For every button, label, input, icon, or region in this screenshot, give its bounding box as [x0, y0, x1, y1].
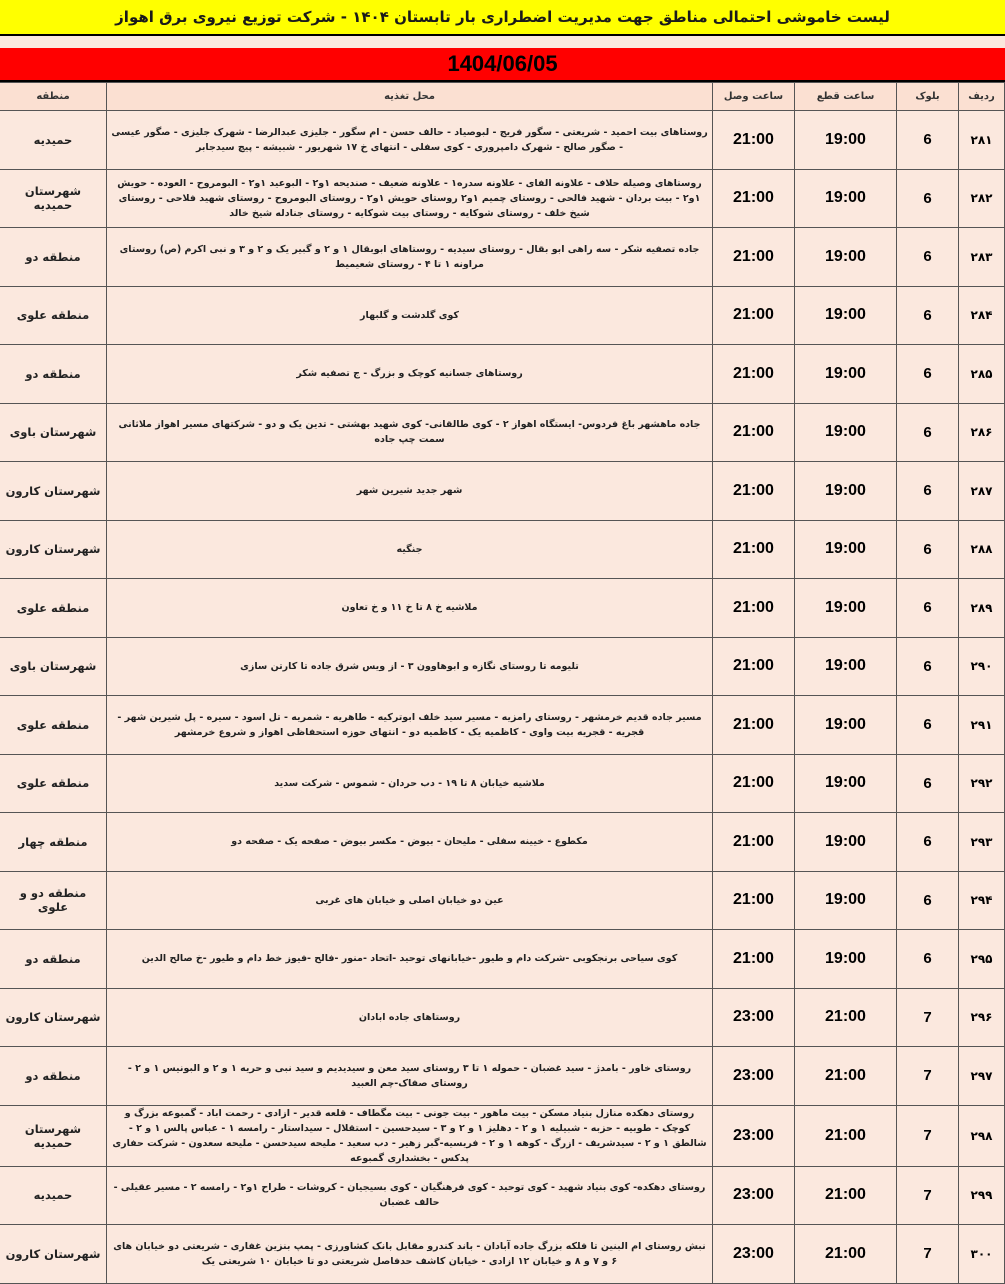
header-block: بلوک [897, 83, 959, 111]
cut-time: 19:00 [795, 871, 897, 930]
region: حمیدیه [0, 111, 107, 170]
region: منطقه چهار [0, 813, 107, 872]
table-row [0, 930, 1005, 989]
table-row [0, 462, 1005, 521]
feed-location: ملاشیه خیابان ۸ تا ۱۹ - دب حردان - شموس - شرکت سدید [107, 754, 713, 813]
region: حمیدیه [0, 1166, 107, 1225]
block-number: 6 [897, 169, 959, 228]
table-row [0, 228, 1005, 287]
block-number: 7 [897, 988, 959, 1047]
feed-location: روستای دهکده- کوی بنیاد شهید - کوی توحید - کوی فرهنگیان - کوی بسیجیان - کروشات - طراح ۱و۲ - رامسه ۲ - مسیر عقیلی - حالف غضبان [107, 1166, 713, 1225]
feed-location: جنگیه [107, 520, 713, 579]
row-number: ۲۸۳ [959, 228, 1005, 287]
connect-time: 21:00 [713, 871, 795, 930]
block-number: 6 [897, 930, 959, 989]
table-row [0, 1225, 1005, 1284]
row-number: ۲۸۱ [959, 111, 1005, 170]
row-number: ۲۹۲ [959, 754, 1005, 813]
region: شهرستان حمیدیه [0, 169, 107, 228]
connect-time: 21:00 [713, 520, 795, 579]
connect-time: 21:00 [713, 637, 795, 696]
cut-time: 19:00 [795, 286, 897, 345]
feed-location: جاده تصفیه شکر - سه راهی ابو بقال - روستای سیدیه - روستاهای ابوبقال ۱ و ۲ و گبیر یک و ۲ و ۳ و نبی اکرم (ص) روستای مراونه ۱ تا ۴ - روستای شعیمیط [107, 228, 713, 287]
connect-time: 21:00 [713, 930, 795, 989]
row-number: ۲۸۵ [959, 345, 1005, 404]
header-connect-time: ساعت وصل [713, 83, 795, 111]
table-row [0, 403, 1005, 462]
block-number: 6 [897, 637, 959, 696]
row-number: ۲۹۴ [959, 871, 1005, 930]
region: شهرستان باوی [0, 403, 107, 462]
cut-time: 21:00 [795, 988, 897, 1047]
cut-time: 19:00 [795, 462, 897, 521]
page-title: لیست خاموشی احتمالی مناطق جهت مدیریت اضطراری بار تابستان ۱۴۰۴ - شرکت توزیع نیروی برق اهواز [0, 0, 1005, 36]
table-row [0, 1166, 1005, 1225]
block-number: 7 [897, 1225, 959, 1284]
block-number: 6 [897, 696, 959, 755]
row-number: ۲۸۶ [959, 403, 1005, 462]
cut-time: 21:00 [795, 1105, 897, 1166]
region: منطقه علوی [0, 754, 107, 813]
block-number: 6 [897, 579, 959, 638]
block-number: 7 [897, 1047, 959, 1106]
connect-time: 21:00 [713, 696, 795, 755]
row-number: ۲۹۸ [959, 1105, 1005, 1166]
region: شهرستان کارون [0, 462, 107, 521]
region: شهرستان باوی [0, 637, 107, 696]
cut-time: 19:00 [795, 228, 897, 287]
feed-location: مکطوع - خیینه سفلی - ملیحان - بیوض - مکسر بیوض - صفحه یک - صفحه دو [107, 813, 713, 872]
region: شهرستان کارون [0, 1225, 107, 1284]
region: منطقه دو [0, 345, 107, 404]
table-row [0, 520, 1005, 579]
region: شهرستان کارون [0, 520, 107, 579]
cut-time: 19:00 [795, 345, 897, 404]
feed-location: روستاهای جاده ابادان [107, 988, 713, 1047]
connect-time: 23:00 [713, 1166, 795, 1225]
cut-time: 19:00 [795, 111, 897, 170]
connect-time: 21:00 [713, 286, 795, 345]
table-row [0, 1047, 1005, 1106]
table-row [0, 988, 1005, 1047]
row-number: ۲۸۴ [959, 286, 1005, 345]
region: منطقه علوی [0, 696, 107, 755]
feed-location: کوی سیاحی برنجکوبی -شرکت دام و طیور -خیابانهای توحید -اتحاد -منور -فالح -فیوز خط دام و طیور -خ صالح الدین [107, 930, 713, 989]
connect-time: 21:00 [713, 169, 795, 228]
connect-time: 21:00 [713, 754, 795, 813]
cut-time: 19:00 [795, 637, 897, 696]
feed-location: عین دو خیابان اصلی و خیابان های غربی [107, 871, 713, 930]
row-number: ۲۸۹ [959, 579, 1005, 638]
block-number: 6 [897, 111, 959, 170]
row-number: ۳۰۰ [959, 1225, 1005, 1284]
region: منطقه دو و علوی [0, 871, 107, 930]
table-row [0, 579, 1005, 638]
region: شهرستان کارون [0, 988, 107, 1047]
cut-time: 21:00 [795, 1166, 897, 1225]
block-number: 7 [897, 1105, 959, 1166]
feed-location: شهر جدید شیرین شهر [107, 462, 713, 521]
outage-table [0, 82, 1005, 1284]
row-number: ۲۹۳ [959, 813, 1005, 872]
connect-time: 21:00 [713, 228, 795, 287]
region: شهرستان حمیدیه [0, 1105, 107, 1166]
table-row [0, 637, 1005, 696]
table-row [0, 345, 1005, 404]
connect-time: 21:00 [713, 462, 795, 521]
cut-time: 21:00 [795, 1225, 897, 1284]
connect-time: 23:00 [713, 1047, 795, 1106]
row-number: ۲۹۵ [959, 930, 1005, 989]
block-number: 6 [897, 520, 959, 579]
feed-location: روستاهای بیت احمید - شریعتی - سگور فریج - لبوصیاد - حالف حسن - ام سگور - جلیزی عبدالرضا - شهرک جلیزی - صگور عیسی - صگور صالح - شهرک دامپروری - کوی سفلی - انتهای خ ۱۷ شهریور - شبیشه - پیچ سیدجابر [107, 111, 713, 170]
feed-location: جاده ماهشهر باغ فردوس- ایستگاه اهواز ۲ - کوی طالقانی- کوی شهید بهشتی - تدین یک و دو - شرکتهای مسیر اهواز ملاثانی سمت چپ جاده [107, 403, 713, 462]
cut-time: 19:00 [795, 696, 897, 755]
row-number: ۲۹۶ [959, 988, 1005, 1047]
block-number: 6 [897, 228, 959, 287]
feed-location: نبش روستای ام البنین تا فلکه بزرگ جاده آبادان - باند کندرو مقابل بانک کشاورزی - پمپ بنزین غفاری - شریعتی دو خیابان های ۶ و ۷ و ۸ و خیابان ۱۲ ازادی - خیابان کاشف حدفاصل شریعتی دو تا خیابان ۱۰ شریعتی یک [107, 1225, 713, 1284]
block-number: 6 [897, 462, 959, 521]
block-number: 6 [897, 345, 959, 404]
cut-time: 19:00 [795, 579, 897, 638]
table-row [0, 1105, 1005, 1166]
connect-time: 23:00 [713, 1105, 795, 1166]
feed-location: روستای خاور - بامدژ - سید غضبان - حموله ۱ تا ۳ روستای سید معن و سیدیدیم و سید نبی و حریه ۱ و ۲ و البونیس ۱ و ۲ - روستای صفاک-چم العبید [107, 1047, 713, 1106]
table-row [0, 169, 1005, 228]
region: منطقه دو [0, 228, 107, 287]
table-row [0, 871, 1005, 930]
table-row [0, 286, 1005, 345]
cut-time: 19:00 [795, 169, 897, 228]
row-number: ۲۸۲ [959, 169, 1005, 228]
cut-time: 21:00 [795, 1047, 897, 1106]
connect-time: 23:00 [713, 988, 795, 1047]
connect-time: 21:00 [713, 813, 795, 872]
header-row-number: ردیف [959, 83, 1005, 111]
row-number: ۲۹۱ [959, 696, 1005, 755]
feed-location: تلیومه تا روستای نگازه و ابوهاوون ۳ - از ویس شرق جاده تا کارتن سازی [107, 637, 713, 696]
region: منطقه علوی [0, 286, 107, 345]
schedule-date: 1404/06/05 [0, 48, 1005, 82]
table-row [0, 111, 1005, 170]
feed-location: ملاشیه خ ۸ تا خ ۱۱ و خ تعاون [107, 579, 713, 638]
connect-time: 21:00 [713, 403, 795, 462]
feed-location: روستاهای وصیله حلاف - علاونه الفای - علاونه سدره۱ - علاونه ضعیف - صندیحه ۱و۲ - البوعید ۱و۲ - البومروح - العوده - حویش ۱و۲ - بیت بردان - شهید فالحی - روستای چمیم ۱و۲ روستای حویش ۱و۲ - روستای البومروح - روستای شهید فلاحی - روستای شیخ خلف - روستای شوکایه - روستای بیت شوکایه - روستای جنادله شیخ خالد [107, 169, 713, 228]
row-number: ۲۹۹ [959, 1166, 1005, 1225]
block-number: 6 [897, 813, 959, 872]
header-region: منطقه [0, 83, 107, 111]
table-row [0, 754, 1005, 813]
block-number: 6 [897, 403, 959, 462]
header-location: محل تغذیه [107, 83, 713, 111]
region: منطقه دو [0, 1047, 107, 1106]
feed-location: روستای دهکده منازل بنیاد مسکن - بیت ماهور - بیت جونی - بیت مگطاف - قلعه قدیر - ازادی - رحمت اباد - گمبوعه بزرگ و کوچک - طوبیه - حزبه - شبیلیه ۱ و ۲ - دهلیز ۱ و ۲ و ۳ - سیدحسین - استقلال - سیداستار - رامسه ۱ - عباس پالس ۱ و ۲ - شالطق ۱ و ۲ - سیدشریف - ازرگ - کوهه ۱ و ۲ - فریسیه-گبر زهیر - دب سعید - ملیحه سیدحسن - ملیحه سعدون - شرکت حفاری پدکس - بخشداری گمبوعه [107, 1105, 713, 1166]
table-row [0, 696, 1005, 755]
table-header-row [0, 83, 1005, 111]
connect-time: 21:00 [713, 345, 795, 404]
row-number: ۲۹۷ [959, 1047, 1005, 1106]
row-number: ۲۸۷ [959, 462, 1005, 521]
cut-time: 19:00 [795, 403, 897, 462]
cut-time: 19:00 [795, 754, 897, 813]
connect-time: 21:00 [713, 579, 795, 638]
feed-location: مسیر جاده قدیم خرمشهر - روستای رامزیه - مسیر سید خلف ابوترکیه - طاهریه - شمریه - تل اسود - سیره - پل شیرین شهر - قجریه - قجریه بیت واوی - کاظمیه یک - کاظمیه دو - انتهای حوزه استحفاظی اهواز و شروع خرمشهر [107, 696, 713, 755]
connect-time: 23:00 [713, 1225, 795, 1284]
connect-time: 21:00 [713, 111, 795, 170]
block-number: 7 [897, 1166, 959, 1225]
table-row [0, 813, 1005, 872]
row-number: ۲۸۸ [959, 520, 1005, 579]
header-cut-time: ساعت قطع [795, 83, 897, 111]
cut-time: 19:00 [795, 520, 897, 579]
block-number: 6 [897, 286, 959, 345]
region: منطقه علوی [0, 579, 107, 638]
feed-location: روستاهای جسانیه کوچک و بزرگ - ج تصفیه شکر [107, 345, 713, 404]
block-number: 6 [897, 871, 959, 930]
cut-time: 19:00 [795, 813, 897, 872]
feed-location: کوی گلدشت و گلبهار [107, 286, 713, 345]
cut-time: 19:00 [795, 930, 897, 989]
row-number: ۲۹۰ [959, 637, 1005, 696]
region: منطقه دو [0, 930, 107, 989]
block-number: 6 [897, 754, 959, 813]
